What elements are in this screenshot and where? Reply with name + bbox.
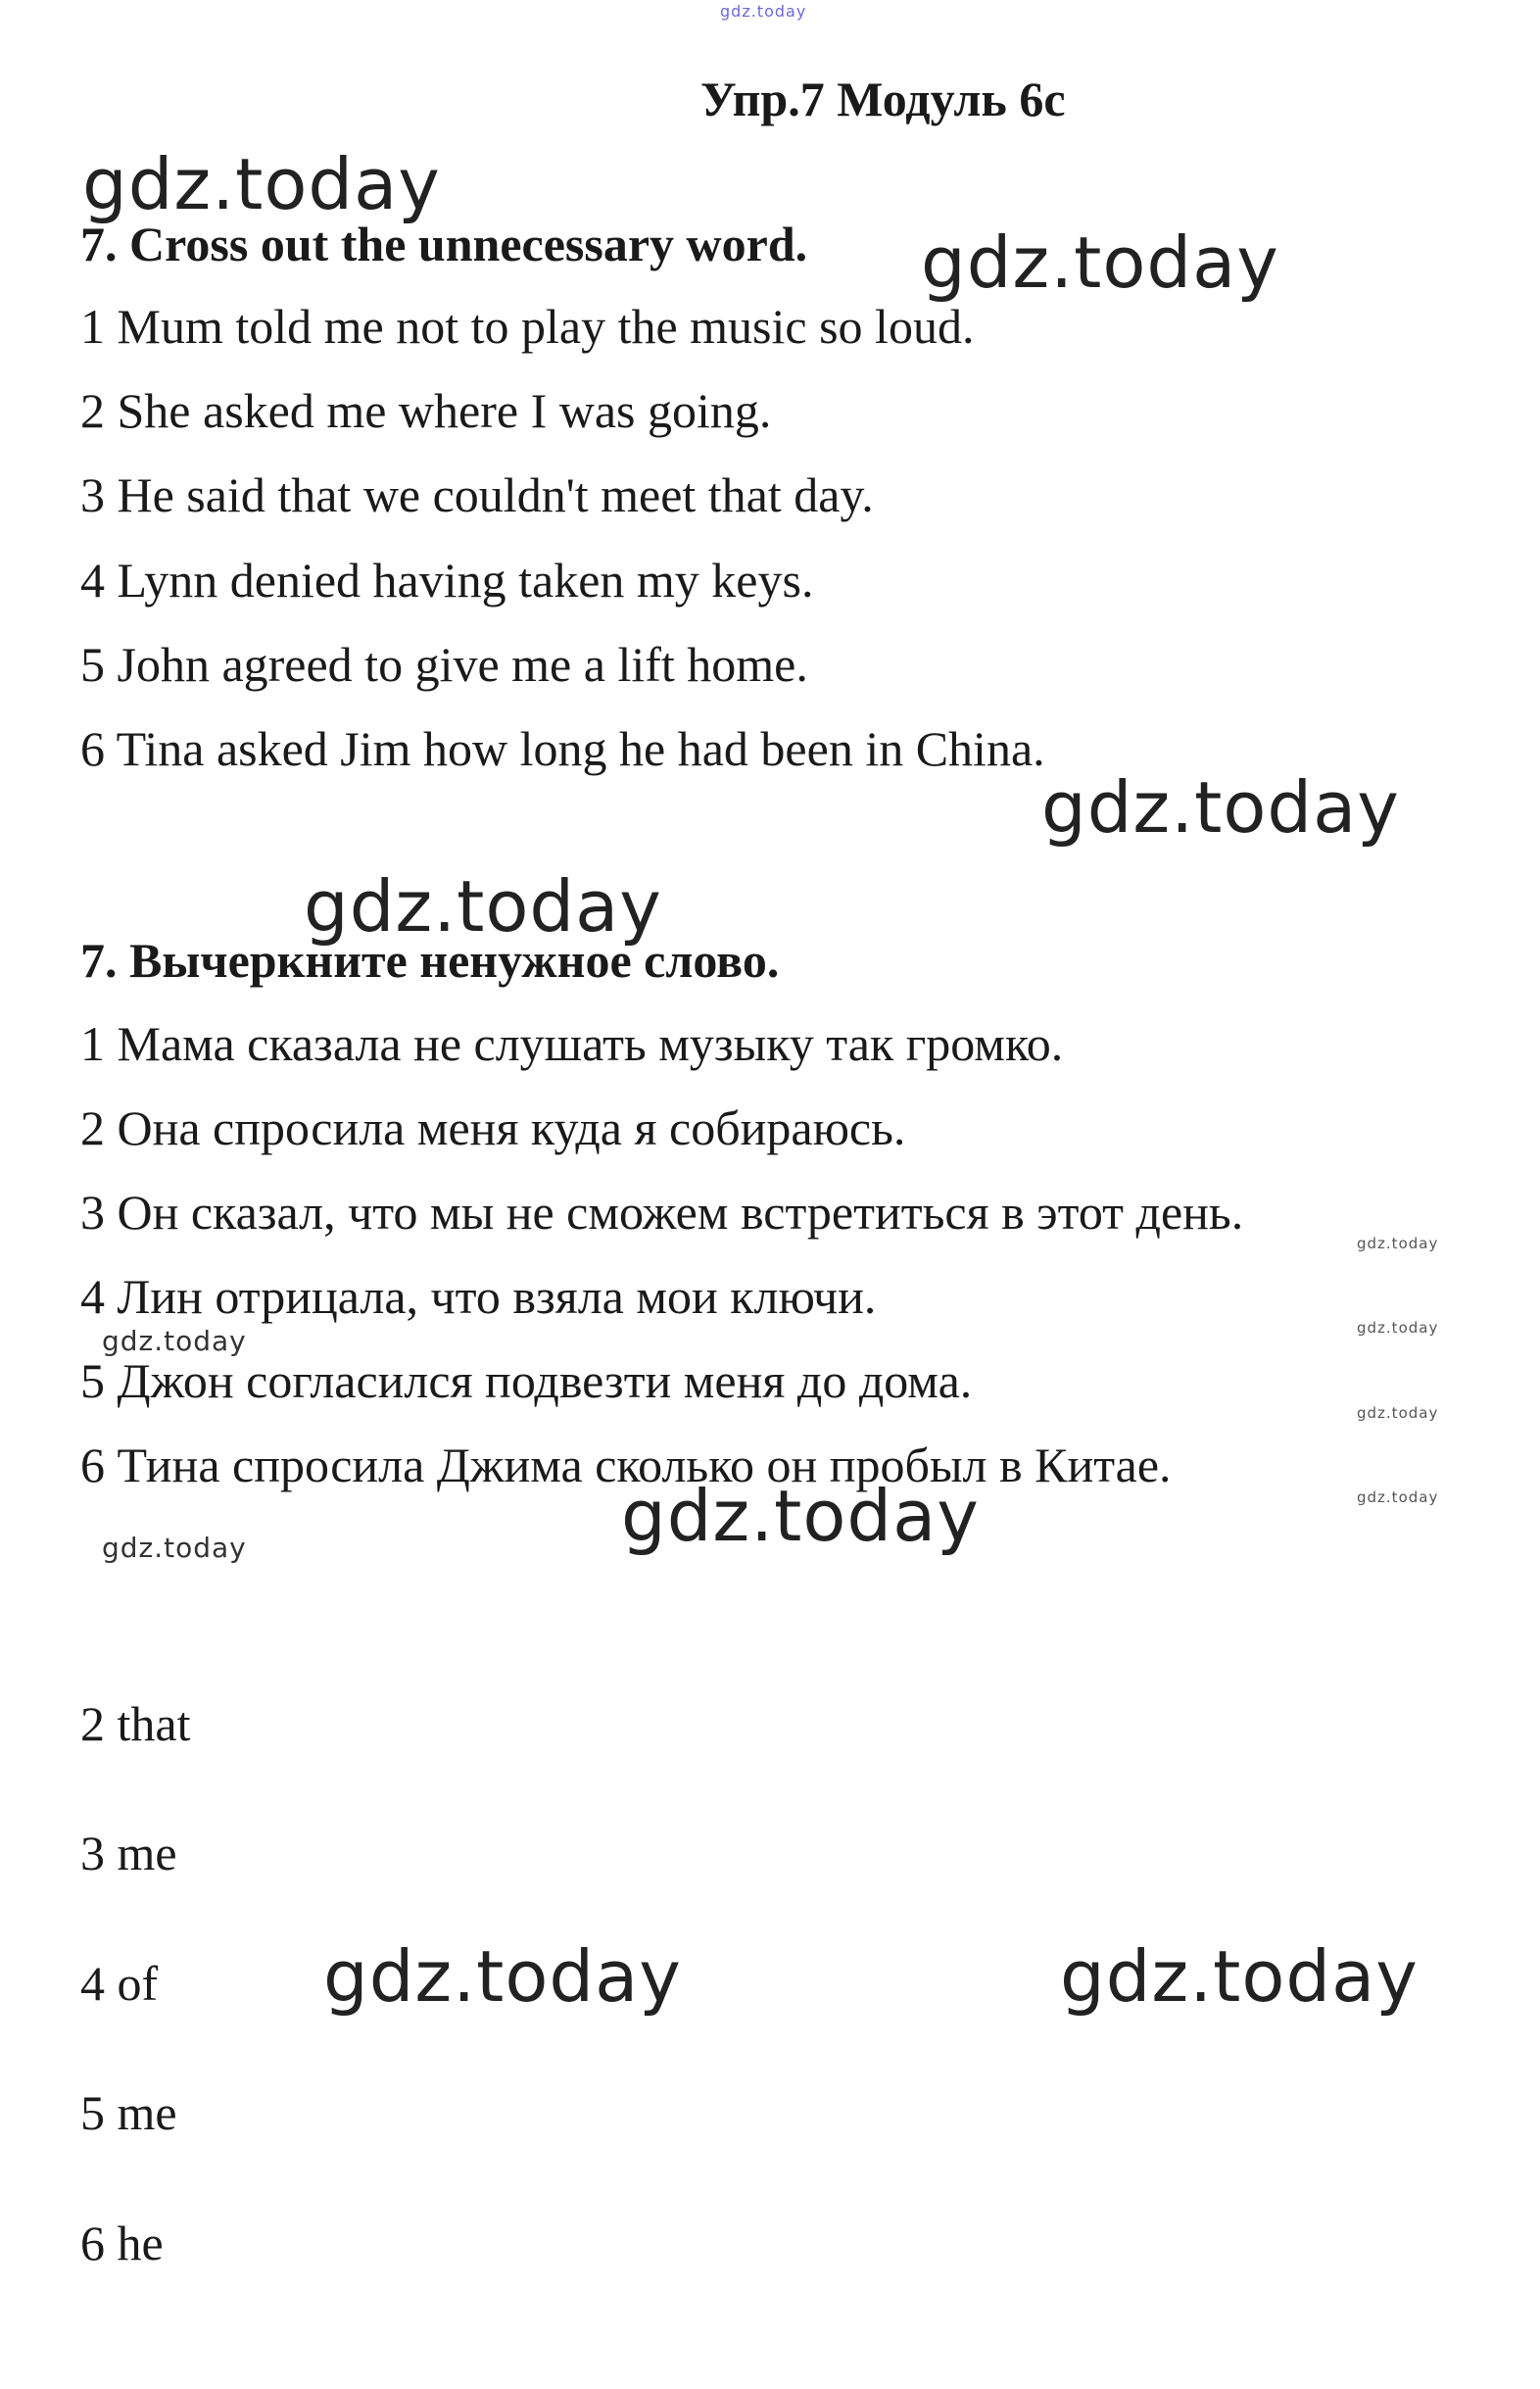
watermark: gdz.today: [102, 1532, 247, 1564]
watermark: gdz.today: [621, 1475, 980, 1557]
english-heading: 7. Cross out the unnecessary word.: [80, 217, 808, 271]
answer-4: 4 of: [80, 1956, 159, 2011]
russian-line-3: 3 Он сказал, что мы не сможем встретиться в этот день.: [80, 1185, 1244, 1240]
english-line-6: 6 Tina asked Jim how long he had been in China.: [80, 721, 1045, 776]
russian-line-6: 6 Тина спросила Джима сколько он пробыл в Китае.: [80, 1438, 1172, 1492]
russian-line-1: 1 Мама сказала не слушать музыку так громко.: [80, 1016, 1064, 1071]
english-line-2: 2 She asked me where I was going.: [80, 383, 772, 438]
russian-line-5: 5 Джон согласился подвезти меня до дома.: [80, 1353, 973, 1408]
answer-2: 2 that: [80, 1696, 191, 1751]
watermark: gdz.today: [304, 865, 662, 948]
page-title: Упр.7 Модуль 6с: [700, 72, 1066, 126]
watermark: gdz.today: [1357, 1404, 1439, 1422]
watermark: gdz.today: [1357, 1488, 1439, 1506]
english-line-1: 1 Mum told me not to play the music so loud.: [80, 299, 975, 354]
watermark-top: gdz.today: [720, 2, 807, 21]
answer-3: 3 me: [80, 1826, 177, 1880]
russian-line-2: 2 Она спросила меня куда я собираюсь.: [80, 1100, 906, 1155]
answer-6: 6 he: [80, 2216, 164, 2270]
answer-5: 5 me: [80, 2085, 177, 2140]
watermark: gdz.today: [921, 221, 1279, 304]
russian-line-4: 4 Лин отрицала, что взяла мои ключи.: [80, 1269, 877, 1324]
watermark: gdz.today: [82, 143, 441, 225]
english-line-4: 4 Lynn denied having taken my keys.: [80, 553, 814, 608]
watermark: gdz.today: [1041, 766, 1400, 849]
watermark: gdz.today: [1357, 1235, 1439, 1252]
watermark: gdz.today: [323, 1935, 682, 2018]
russian-heading: 7. Вычеркните ненужное слово.: [80, 933, 780, 988]
english-line-3: 3 He said that we couldn't meet that day.: [80, 467, 874, 522]
watermark: gdz.today: [1357, 1319, 1439, 1337]
watermark: gdz.today: [102, 1325, 247, 1357]
watermark: gdz.today: [1060, 1935, 1419, 2018]
english-line-5: 5 John agreed to give me a lift home.: [80, 637, 808, 692]
